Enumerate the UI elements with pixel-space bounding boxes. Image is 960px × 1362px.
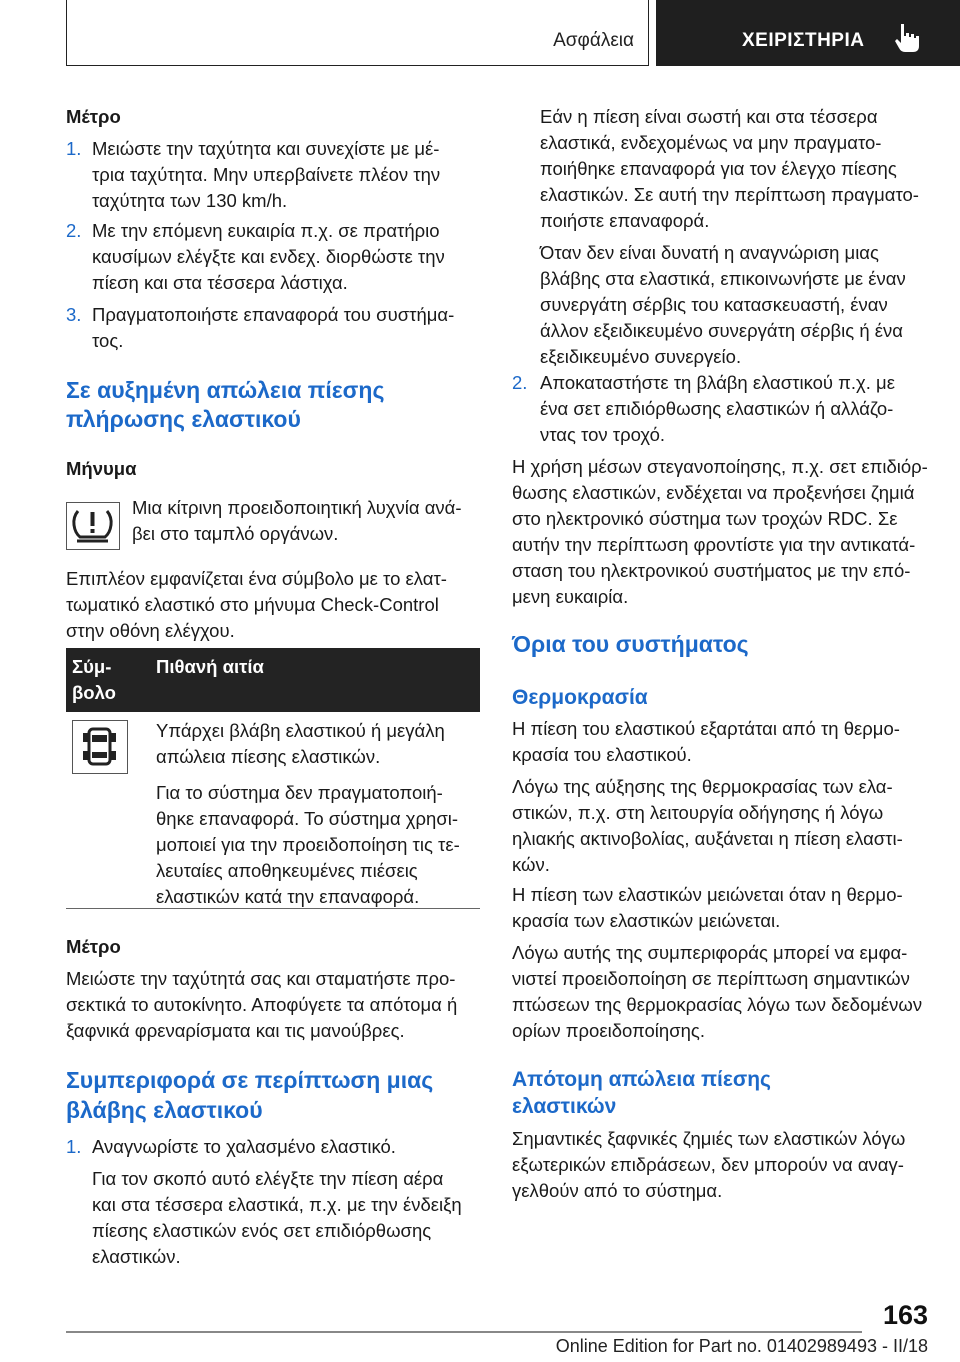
table-cell-text: απώλεια πίεσης ελαστικών. bbox=[156, 746, 381, 767]
paragraph-line: στην οθόνη ελέγχου. bbox=[66, 620, 235, 641]
section-label: Ασφάλεια bbox=[553, 30, 634, 51]
section-heading: πλήρωσης ελαστικού bbox=[66, 406, 301, 432]
car-deflated-tire-icon bbox=[72, 720, 128, 774]
paragraph-line: μενη ευκαιρία. bbox=[512, 586, 629, 607]
table-header-cause: Πιθανή αιτία bbox=[156, 656, 264, 677]
paragraph-line: ηλιακής ακτινοβολίας, αυξάνεται η πίεση ελαστι‐ bbox=[512, 828, 903, 849]
step-number: 1. bbox=[66, 138, 82, 159]
step-number: 3. bbox=[66, 304, 82, 325]
subsection-heading: ελαστικών bbox=[512, 1095, 617, 1118]
table-cell-text: μοποιεί για την προειδοποίηση τις τε‐ bbox=[156, 834, 460, 855]
paragraph-line: Μειώστε την ταχύτητά σας και σταματήστε προ‐ bbox=[66, 968, 456, 989]
section-heading: Συμπεριφορά σε περίπτωση μιας bbox=[66, 1067, 434, 1093]
edition-text: Online Edition for Part no. 01402989493 - II/18 bbox=[555, 1336, 928, 1356]
step-line: Αναγνωρίστε το χαλασμένο ελαστικό. bbox=[92, 1136, 396, 1157]
paragraph-line: ελαστικών. Σε αυτή την περίπτωση πραγματο‐ bbox=[540, 184, 919, 205]
paragraph-line: αυτήν την περίπτωση φροντίστε για την αντικατά‐ bbox=[512, 534, 916, 555]
step-detail-line: και στα τέσσερα ελαστικά, π.χ. με την ένδειξη bbox=[92, 1194, 462, 1215]
paragraph-line: ορίων προειδοποίησης. bbox=[512, 1020, 705, 1041]
paragraph-line: γελθούν από το σύστημα. bbox=[512, 1180, 723, 1201]
paragraph-line: άλλον εξειδικευμένο συνεργάτη σέρβις ή ένα bbox=[540, 320, 903, 341]
step-line: Πραγματοποιήστε επαναφορά του συστήμα‐ bbox=[92, 304, 455, 325]
tire-pressure-warning-icon bbox=[66, 502, 120, 550]
paragraph-line: Σημαντικές ξαφνικές ζημιές των ελαστικών λόγω bbox=[512, 1128, 906, 1149]
paragraph-line: Επιπλέον εμφανίζεται ένα σύμβολο με το ελατ‐ bbox=[66, 568, 447, 589]
step-line: τρια ταχύτητα. Μην υπερβαίνετε πλέον την bbox=[92, 164, 441, 185]
paragraph-line: Η πίεση του ελαστικού εξαρτάται από τη θερμο‐ bbox=[512, 718, 900, 739]
step-line: ταχύτητα των 130 km/h. bbox=[92, 190, 288, 211]
paragraph-line: στο ηλεκτρονικό σύστημα των τροχών RDC. Σε bbox=[512, 508, 898, 529]
paragraph-line: σταση του ηλεκτρονικού συστήματος με την επό‐ bbox=[512, 560, 911, 581]
paragraph-line: σεκτικά το αυτοκίνητο. Αποφύγετε τα απότομα ή bbox=[66, 994, 458, 1015]
paragraph-line: Εάν η πίεση είναι σωστή και στα τέσσερα bbox=[540, 106, 878, 127]
paragraph-line: θωσης ελαστικών, ενδέχεται να προξενήσει ζημιά bbox=[512, 482, 915, 503]
table-header-symbol: Σύμ‐ bbox=[72, 656, 112, 677]
step-line: Μειώστε την ταχύτητα και συνεχίστε με μέ‐ bbox=[92, 138, 440, 159]
section-tab bbox=[66, 0, 649, 66]
paragraph-line: βλάβης στα ελαστικά, επικοινωνήστε με έναν bbox=[540, 268, 906, 289]
step-detail-line: ελαστικών. bbox=[92, 1246, 181, 1267]
subsection-heading: Θερμοκρασία bbox=[512, 686, 648, 709]
step-detail-line: πίεσης ελαστικών ενός σετ επιδιόρθωσης bbox=[92, 1220, 432, 1241]
page-number: 163 bbox=[882, 1300, 928, 1330]
section-heading: βλάβης ελαστικού bbox=[66, 1097, 263, 1123]
paragraph-line: Όταν δεν είναι δυνατή η αναγνώριση μιας bbox=[540, 242, 879, 263]
table-cell-text: ελαστικών κατά την επαναφορά. bbox=[156, 886, 420, 907]
step-line: Με την επόμενη ευκαιρία π.χ. σε πρατήριο bbox=[92, 220, 440, 241]
paragraph-line: κρασία του ελαστικού. bbox=[512, 744, 692, 765]
paragraph-line: κρασία των ελαστικών μειώνεται. bbox=[512, 910, 781, 931]
message-text: βει στο ταμπλό οργάνων. bbox=[132, 523, 339, 544]
measures-heading: Μέτρο bbox=[66, 106, 121, 127]
paragraph-line: πτώσεων της θερμοκρασίας λόγω των δεδομένων bbox=[512, 994, 923, 1015]
table-cell-text: λευταίες αποθηκευμένες πιέσεις bbox=[156, 860, 418, 881]
table-cell-text: Για το σύστημα δεν πραγματοποιή‐ bbox=[156, 782, 443, 803]
paragraph-line: ελαστικά, ενδεχομένως να μην πραγματο‐ bbox=[540, 132, 882, 153]
table-cell-text: Υπάρχει βλάβη ελαστικού ή μεγάλη bbox=[156, 720, 445, 741]
paragraph-line: ποιήθηκε επαναφορά για τον έλεγχο πίεσης bbox=[540, 158, 897, 179]
step-detail-line: Για τον σκοπό αυτό ελέγξτε την πίεση αέρα bbox=[92, 1168, 444, 1189]
table-divider bbox=[66, 908, 480, 909]
hand-pointer-icon bbox=[892, 22, 922, 54]
paragraph-line: στικών, π.χ. στη λειτουργία οδήγησης ή λόγω bbox=[512, 802, 884, 823]
paragraph-line: εξειδικευμένο συνεργείο. bbox=[540, 346, 742, 367]
message-text: Μια κίτρινη προειδοποιητική λυχνία ανά‐ bbox=[132, 497, 462, 518]
step-line: τος. bbox=[92, 330, 124, 351]
paragraph-line: τωματικό ελαστικό στο μήνυμα Check-Control bbox=[66, 594, 439, 615]
step-line: Αποκαταστήστε τη βλάβη ελαστικού π.χ. με bbox=[540, 372, 895, 393]
step-line: ένα σετ επιδιόρθωσης ελαστικών ή αλλάζο‐ bbox=[540, 398, 894, 419]
table-header bbox=[66, 648, 480, 712]
step-line: πίεση και στα τέσσερα λάστιχα. bbox=[92, 272, 348, 293]
step-line: ντας τον τροχό. bbox=[540, 424, 666, 445]
paragraph-line: εξωτερικών επιδράσεων, δεν μπορούν να αναγ‐ bbox=[512, 1154, 904, 1175]
paragraph-line: νιστεί προειδοποίηση σε περίπτωση σημαντικών bbox=[512, 968, 910, 989]
step-number: 2. bbox=[66, 220, 82, 241]
paragraph-line: ποιήστε επαναφορά. bbox=[540, 210, 710, 231]
section-heading: Σε αυξημένη απώλεια πίεσης bbox=[66, 377, 385, 403]
paragraph-line: Η πίεση των ελαστικών μειώνεται όταν η θερμο‐ bbox=[512, 884, 903, 905]
subsection-heading: Απότομη απώλεια πίεσης bbox=[512, 1068, 771, 1091]
message-heading: Μήνυμα bbox=[66, 458, 137, 479]
paragraph-line: Λόγω της αύξησης της θερμοκρασίας των ελα‐ bbox=[512, 776, 893, 797]
table-cell-text: θηκε επαναφορά. Το σύστημα χρησι‐ bbox=[156, 808, 459, 829]
paragraph-line: συνεργάτη σέρβις του κατασκευαστή, έναν bbox=[540, 294, 888, 315]
chapter-tab bbox=[656, 0, 960, 66]
step-line: καυσίμων ελέγξτε και ενδεχ. διορθώστε την bbox=[92, 246, 445, 267]
paragraph-line: ξαφνικά φρεναρίσματα και τις μανούβρες. bbox=[66, 1020, 405, 1041]
footer-divider bbox=[66, 1331, 862, 1333]
step-number: 1. bbox=[66, 1136, 82, 1157]
paragraph-line: κών. bbox=[512, 854, 550, 875]
measures-heading: Μέτρο bbox=[66, 936, 121, 957]
step-number: 2. bbox=[512, 372, 528, 393]
section-heading: Όρια του συστήματος bbox=[512, 631, 749, 657]
table-header-symbol: βολο bbox=[72, 682, 116, 703]
chapter-label: ΧΕΙΡΙΣΤΗΡΙΑ bbox=[742, 30, 865, 51]
paragraph-line: Η χρήση μέσων στεγανοποίησης, π.χ. σετ επιδιόρ‐ bbox=[512, 456, 928, 477]
paragraph-line: Λόγω αυτής της συμπεριφοράς μπορεί να εμφα‐ bbox=[512, 942, 908, 963]
